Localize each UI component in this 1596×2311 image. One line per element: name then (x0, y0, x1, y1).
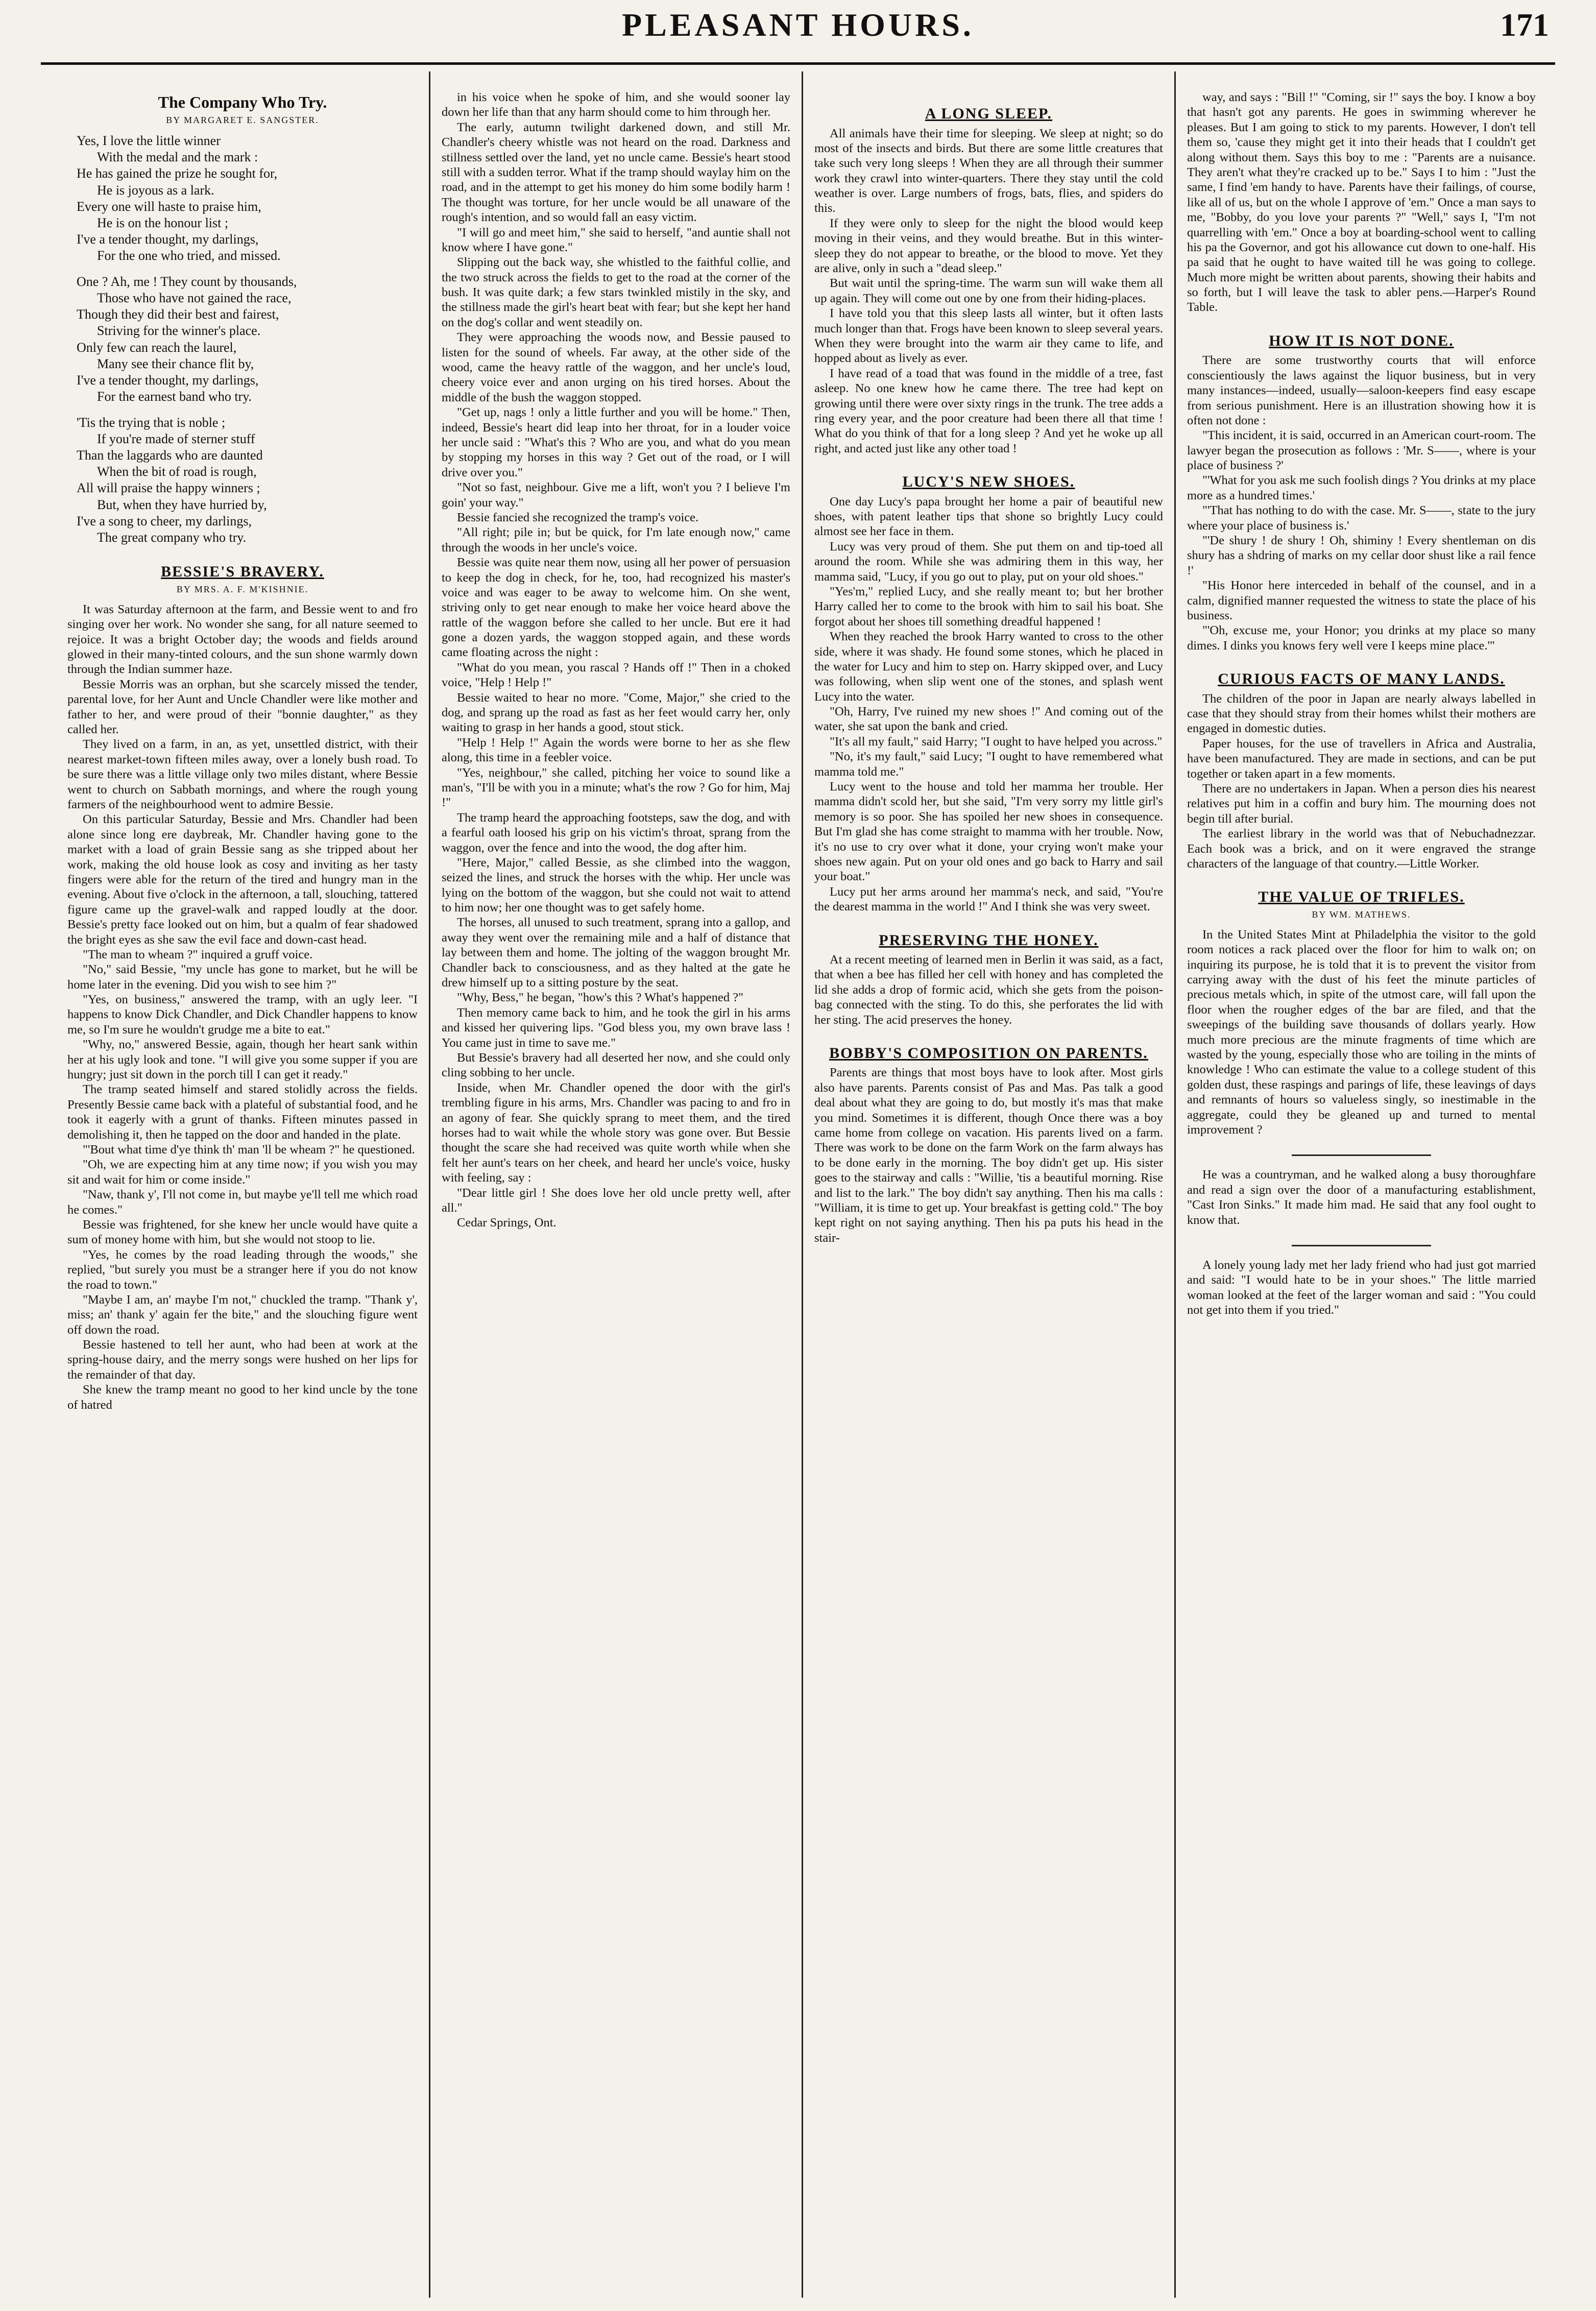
paragraph: Bessie waited to hear no more. "Come, Major," she cried to the dog, and sprang up the road as fast as her feet would carry her, only waiting to grasp in her hands a good, stout stick. (442, 690, 790, 735)
paragraph: "'That has nothing to do with the case. Mr. S——, state to the jury where your place of business is.' (1187, 503, 1536, 533)
poem-line: Than the laggards who are daunted (77, 448, 263, 463)
paragraph: Parents are things that most boys have to look after. Most girls also have parents. Parents consist of Pas and Mas. Pas talk a good deal about what they are going to do, but mostly it's mas that make you mind. Sometimes it is different, though Once there was a boy came home from college on vacation. His parents lived on a farm. There was work to be done on the farm Work on the farm always has to be done early in the morning. The boy didn't get up. His sister goes to the stairway and calls : "Willie, 'tis a beautiful morning. Rise and list to the lark." The boy didn't say anything. Then his ma calls : "William, it is time to get up. Your breakfast is getting cold." The boy kept right on not saying anything. Then his pa puts his head in the stair- (814, 1066, 1163, 1245)
paragraph: "No," said Bessie, "my uncle has gone to market, but he will be home later in the evening. Did you wish to see him ?" (67, 962, 418, 992)
bobby-body-part-2 (1187, 90, 1536, 315)
paragraph: Cedar Springs, Ont. (457, 1216, 557, 1230)
poem-line: One ? Ah, me ! They count by thousands, (77, 274, 297, 289)
paragraph: Then memory came back to him, and he took the girl in his arms and kissed her quivering lips. "God bless you, my own brave lass ! You came just in time to save me." (442, 1005, 790, 1050)
shoes-title: LUCY'S NEW SHOES. (902, 473, 1075, 491)
paragraph: Lucy went to the house and told her mamma her trouble. Her mamma didn't scold her, but she said, "I'm very sorry my little girl's memory is so poor. She has spoiled her new shoes in consequence. But I'm glad she has come straight to mamma with her trouble. Now, it's no use to cry over what it done, your crying won't make your shoes new again. Put on your old ones and go back to Harry and sail your boat." (814, 780, 1163, 884)
paragraph: I have told you that this sleep lasts all winter, but it often lasts much longer than that. Frogs have been known to sleep several years. When they were brought into the warm air they came to life, and hopped about as lively as ever. (814, 306, 1163, 366)
paragraph: There are some trustworthy courts that will enforce conscientiously the laws against the liquor business, but in very many instances—indeed, usually—saloon-keepers find easy escape from serious punishment. Here is an illustration showing how it is often not done : (1187, 353, 1536, 427)
paragraph: "Naw, thank y', I'll not come in, but maybe ye'll tell me which road he comes." (67, 1188, 418, 1217)
paragraph: "The man to wheam ?" inquired a gruff voice. (83, 947, 313, 961)
paragraph: "Not so fast, neighbour. Give me a lift, won't you ? I believe I'm goin' your way." (442, 480, 790, 510)
masthead-title: PLEASANT HOURS. (622, 7, 974, 43)
paragraph: I have read of a toad that was found in the middle of a tree, fast asleep. No one knew how he came there. The tree had kept on growing until there were over sixty rings in the trunk. The tree adds a ring every year, and the poor creature had been there all that time ! What do you think of that for a long sleep ? And yet he woke up all right, and acted just like any other toad ! (814, 366, 1163, 455)
paragraph: The tramp heard the approaching footsteps, saw the dog, and with a fearful oath loosed his grip on his victim's throat, sprang from the waggon, over the fence and into the wood, the dog after him. (442, 810, 790, 855)
bessie-article (67, 563, 418, 1412)
column-1 (56, 71, 429, 2298)
poem-line: He is joyous as a lark. (97, 182, 214, 198)
poem-line: But, when they have hurried by, (97, 497, 267, 512)
poem-line: With the medal and the mark : (97, 150, 258, 165)
poem-line: I've a tender thought, my darlings, (77, 232, 259, 247)
poem-line: Every one will haste to praise him, (77, 199, 261, 214)
paragraph: The earliest library in the world was that of Nebuchadnezzar. Each book was a brick, and on it were engraved the strange characters of the language of that country.—Little Worker. (1187, 827, 1536, 871)
column-3 (802, 71, 1174, 2298)
column-4 (1174, 71, 1547, 2298)
paragraph: She knew the tramp meant no good to her kind uncle by the tone of hatred (67, 1383, 418, 1412)
paragraph: "Oh, Harry, I've ruined my new shoes !" And coming out of the water, she sat upon the bank and cried. (814, 705, 1163, 734)
poem-line: The great company who try. (97, 530, 247, 545)
trifles-body (1187, 927, 1536, 1137)
paragraph: The early, autumn twilight darkened down, and still Mr. Chandler's cheery whistle was not heard on the road. Darkness and stillness settled over the land, yet no uncle came. Bessie's heart stood still with a sudden terror. What if the tramp should waylay him on the road, and in the attempt to get his money do him some bodily harm ! The thought was torture, for her uncle would be all unaware of the rough's intention, and so would fall an easy victim. (442, 120, 790, 225)
paragraph: Bessie was frightened, for she knew her uncle would have quite a sum of money home with him, but she would not stoop to lie. (67, 1217, 418, 1247)
paragraph: Paper houses, for the use of travellers in Africa and Australia, have been manufactured. They are made in sections, and can be put together or taken apart in a few moments. (1187, 736, 1536, 781)
curious-article (1187, 670, 1536, 871)
poem-line: Yes, I love the little winner (77, 133, 221, 148)
paragraph: "What do you mean, you rascal ? Hands off !" Then in a choked voice, "Help ! Help !" (442, 660, 790, 690)
paragraph: "Yes, neighbour," she called, pitching her voice to sound like a man's, "I'll be with you in a minute; what's the row ? Go for him, Maj !" (442, 765, 790, 810)
paragraph: "'Bout what time d'ye think th' man 'll be wheam ?" he questioned. (83, 1142, 415, 1157)
paragraph: All animals have their time for sleeping. We sleep at night; so do most of the insects and birds. But there are some little creatures that take such very long sleeps ! When they are all through their summer work they crawl into winter-quarters. There they stay until the cold weather is over. Large numbers of frogs, bats, flies, and spiders do this. (814, 126, 1163, 215)
bessie-byline: BY MRS. A. F. M'KISHNIE. (176, 584, 309, 594)
paragraph: One day Lucy's papa brought her home a pair of beautiful new shoes, with patent leather tips that shone so brightly Lucy could almost see her face in them. (814, 494, 1163, 539)
bobby-body-part-1 (814, 1065, 1163, 1245)
poem-body (77, 133, 418, 546)
poem-line: For the earnest band who try. (97, 389, 252, 404)
columns (56, 71, 1547, 2298)
paragraph: Bessie Morris was an orphan, but she scarcely missed the tender, parental love, for her Aunt and Uncle Chandler were like mother and father to her, and were proud of their "bonnie daughter," as they called her. (67, 677, 418, 737)
paragraph: in his voice when he spoke of him, and she would sooner lay down her life than that any harm should come to him through her. (442, 90, 790, 119)
paragraph: "It's all my fault," said Harry; "I ought to have helped you across." (830, 734, 1163, 749)
lady-body (1187, 1258, 1536, 1318)
bessie-article-continued (442, 90, 790, 1231)
bessie-title: BESSIE'S BRAVERY. (161, 563, 324, 581)
paragraph: "Get up, nags ! only a little further and you will be home." Then, indeed, Bessie's heart did leap into her throat, for in a louder voice her uncle said : "What's this ? Who are you, and what do you mean by stopping my horses in this way ? Get out of the road, or I will drive over you." (442, 405, 790, 479)
paragraph: way, and says : "Bill !" "Coming, sir !" says the boy. I know a boy that hasn't got any parents. He goes in swimming wherever he pleases. But I am going to stick to my parents. However, I don't tell them so, 'cause they might get it into their heads that I couldn't get along without them. Says this boy to me : "Parents are a nuisance. They aren't what they're cracked up to be." Says I to him : "Just the same, I find 'em handy to have. Parents have their failings, of course, like all of us, but on the whole I approve of 'em." Once a man says to me, "Bobby, do you love your parents ?" "Well," says I, "I'm not quarrelling with 'em." Once a boy at boarding-school went to calling his pa the Governor, and got his allowance cut down to one-half. His pa said that he ought to have waited till he was going to college. Much more might be written about parents, showing their habits and so forth, but I will leave the task to abler pens.—Harper's Round Table. (1187, 90, 1536, 315)
bobby-article-continued (1187, 90, 1536, 315)
countryman-item (1187, 1167, 1536, 1227)
poem-title: The Company Who Try. (158, 93, 327, 111)
honey-body (814, 952, 1163, 1027)
trifles-byline: BY WM. MATHEWS. (1312, 909, 1411, 920)
paragraph: "Oh, we are expecting him at any time now; if you wish you may sit and wait for him or come inside." (67, 1158, 418, 1187)
sleep-title: A LONG SLEEP. (925, 105, 1053, 122)
poem-line: For the one who tried, and missed. (97, 248, 281, 263)
shoes-body (814, 494, 1163, 914)
paragraph: "'Oh, excuse me, your Honor; you drinks at my place so many dimes. I dinks you knows fery well vere I keeps mine place.'" (1187, 623, 1536, 653)
poem-line: Striving for the winner's place. (97, 323, 261, 339)
paragraph: The tramp seated himself and stared stolidly across the fields. Presently Bessie came back with a plateful of substantial food, and he took it eagerly with a grunt of thanks. Fifteen minutes passed in demolishing it, then he tapped on the door and handed in the plate. (67, 1082, 418, 1142)
page-number: 171 (1500, 7, 1549, 43)
poem-line: I've a song to cheer, my darlings, (77, 513, 252, 528)
bobby-title: BOBBY'S COMPOSITION ON PARENTS. (829, 1044, 1148, 1062)
poem-line: Many see their chance flit by, (97, 356, 254, 371)
paragraph: The children of the poor in Japan are nearly always labelled in case that they should stray from their homes whilst their mothers are engaged in domestic duties. (1187, 691, 1536, 736)
paragraph: He was a countryman, and he walked along a busy thoroughfare and read a sign over the door of a manufacturing establishment, "Cast Iron Sinks." It made him mad. He said that any fool ought to know that. (1187, 1168, 1536, 1227)
paragraph: Bessie fancied she recognized the tramp's voice. (457, 510, 699, 524)
paragraph: Inside, when Mr. Chandler opened the door with the girl's trembling figure in his arms, Mrs. Chandler was pacing to and fro in an agony of fear. She quickly sprang to meet them, and the tired horses had to wait while the whole story was gone over. But Bessie thought the scare she had received was quite worth while when she felt her aunt's tears on her cheek, and heard her uncle's voice, husky with feeling, say : (442, 1080, 790, 1185)
poem-line: He has gained the prize he sought for, (77, 166, 278, 181)
poem-line: When the bit of road is rough, (97, 464, 257, 479)
poem-stanza (77, 133, 418, 264)
paragraph: On this particular Saturday, Bessie and Mrs. Chandler had been alone since long ere daybreak, Mr. Chandler having gone to the market with a load of grain Bessie sang as she tripped about her work, making the old house look as cosy and inviting as her tasty fingers were able for the return of the tired and hungry man in the evening. About five o'clock in the afternoon, a tall, slouching, tattered figure came up the gravel-walk and rapped loudly at the door. Bessie's pretty face looked out on him, but a qualm of fear shadowed the bright eyes as she saw the evil face and down-cast head. (67, 812, 418, 947)
paragraph: But Bessie's bravery had all deserted her now, and she could only cling sobbing to her uncle. (442, 1051, 790, 1080)
paragraph: Lucy put her arms around her mamma's neck, and said, "You're the dearest mamma in the world !" And I think she was very sweet. (814, 884, 1163, 914)
notdone-title: HOW IT IS NOT DONE. (1269, 332, 1454, 349)
trifles-title: THE VALUE OF TRIFLES. (1258, 888, 1465, 906)
paragraph: But wait until the spring-time. The warm sun will wake them all up again. They will come out one by one from their hiding-places. (814, 276, 1163, 305)
curious-title: CURIOUS FACTS OF MANY LANDS. (1218, 670, 1505, 688)
bessie-body-part-2 (442, 90, 790, 1231)
paragraph: Lucy was very proud of them. She put them on and tip-toed all around the room. While she was admiring them in this way, her mamma said, "Lucy, if you go out to play, put on your old shoes." (814, 539, 1163, 584)
poem-article (67, 93, 418, 546)
paragraph: "I will go and meet him," she said to herself, "and auntie shall not know where I have gone." (442, 225, 790, 254)
paragraph: "His Honor here interceded in behalf of the counsel, and in a calm, dignified manner requested the witness to state the place of his business. (1187, 579, 1536, 622)
paragraph: "Yes, he comes by the road leading through the woods," she replied, "but surely you must be a stranger here if you do not know the road to town." (67, 1247, 418, 1292)
paragraph: "Why, no," answered Bessie, again, though her heart sank within her at his ugly look and tone. "I will give you some supper if you are hungry; just sit down in the porch till I can get it ready." (67, 1038, 418, 1082)
poem-byline: BY MARGARET E. SANGSTER. (166, 114, 319, 125)
poem-line: He is on the honour list ; (97, 215, 229, 230)
bobby-article (814, 1045, 1163, 1245)
section-separator (1292, 1245, 1431, 1246)
trifles-article (1187, 888, 1536, 1137)
paragraph: A lonely young lady met her lady friend who had just got married and said: "I would hate to be in your shoes." The little married woman looked at the feet of the larger woman and said : "You could not get into them if you tried." (1187, 1258, 1536, 1317)
poem-stanza (77, 415, 418, 546)
paragraph: "Yes'm," replied Lucy, and she really meant to; but her brother Harry called her to come to the brook with him to sail his boat. She forgot about her shoes till something dreadful happened ! (814, 584, 1163, 629)
honey-article (814, 932, 1163, 1027)
paragraph: They were approaching the woods now, and Bessie paused to listen for the sound of wheels. Far away, at the other side of the wood, came the heavy rattle of the waggon, and her uncle's loud, cheery voice ever and anon urging on his tired horses. About the middle of the bush the waggon stopped. (442, 330, 790, 404)
paragraph: "All right; pile in; but be quick, for I'm late enough now," came through the woods in her uncle's voice. (442, 525, 790, 555)
paragraph: "Yes, on business," answered the tramp, with an ugly leer. "I happens to know Dick Chandler, and Dick Chandler happens to know me, so I'm sure he wouldn't grudge me a bite to eat." (67, 993, 418, 1037)
paragraph: "Why, Bess," he began, "how's this ? What's happened ?" (457, 991, 744, 1005)
poem-line: Only few can reach the laurel, (77, 340, 237, 355)
curious-body (1187, 691, 1536, 872)
column-2 (429, 71, 802, 2298)
poem-line: I've a tender thought, my darlings, (77, 373, 259, 388)
poem-line: Though they did their best and fairest, (77, 307, 279, 322)
paragraph: The horses, all unused to such treatment, sprang into a gallop, and away they went over the remaining mile and a half of distance that lay between them and home. The jolting of the waggon brought Mr. Chandler back to consciousness, and as they halted at the gate he drew himself up to a sitting posture by the seat. (442, 916, 790, 990)
masthead-rule (41, 62, 1555, 65)
paragraph: Bessie was quite near them now, using all her power of persuasion to keep the dog in check, for he, too, had recognized his master's voice and was eager to be away to welcome him. On she went, striving only to get near enough to make her voice heard above the rattle of the waggon before she called to her uncle. But ere it had gone a dozen yards, the waggon stopped again, and these words came floating across the night : (442, 556, 790, 660)
paragraph: In the United States Mint at Philadelphia the visitor to the gold room notices a rack placed over the floor for him to walk on; on inquiring its purpose, he is told that it is to prevent the visitor from carrying away with the dust of his feet the minute particles of precious metals which, in spite of the utmost care, will fall upon the floor when the rougher edges of the bar are filed, and that the sweepings of the building save thousands of dollars yearly. How much more precious are the minute fragments of time which are wasted by the young, especially those who are toiling in the mints of knowledge ! Who can estimate the value to a college student of this golden dust, these raspings and parings of life, these leavings of days and remnants of hours so valueless singly, so inestimable in the aggregate, could they be gleaned up and turned to mental improvement ? (1187, 927, 1536, 1137)
paragraph: "This incident, it is said, occurred in an American court-room. The lawyer began the prosecution as follows : 'Mr. S——, where is your place of business ?' (1187, 428, 1536, 473)
bessie-body-part-1 (67, 602, 418, 1412)
paragraph: There are no undertakers in Japan. When a person dies his nearest relatives put him in a coffin and bury him. The mourning does not begin till after burial. (1187, 782, 1536, 826)
masthead (41, 0, 1555, 71)
paragraph: When they reached the brook Harry wanted to cross to the other side, where it was shady. He found some stones, which he placed in the water for Lucy and him to step on. Harry skipped over, and Lucy was following, when slip went one of the stones, and splash went Lucy into the water. (814, 630, 1163, 704)
paragraph: They lived on a farm, in an, as yet, unsettled district, with their nearest market-town fifteen miles away, over a lonely bush road. To be sure there was a little village only two miles distant, where Bessie went to church on Sabbath mornings, and where the rough young farmers of the neighbourhood went to admire Bessie. (67, 737, 418, 811)
poem-stanza (77, 274, 418, 405)
paragraph: "Help ! Help !" Again the words were borne to her as she flew along, this time in a feebler voice. (442, 735, 790, 765)
paragraph: "Dear little girl ! She does love her old uncle pretty well, after all." (442, 1186, 790, 1215)
sleep-body (814, 126, 1163, 456)
countryman-body (1187, 1167, 1536, 1227)
paragraph: Slipping out the back way, she whistled to the faithful collie, and the two struck across the fields to get to the road at the corner of the bush. It was quite dark; a few stars twinkled mistily in the sky, and the stillness made the girl's heart beat with fear; but she kept her hand on the dog's collar and went steadily on. (442, 255, 790, 329)
paragraph: "'De shury ! de shury ! Oh, shiminy ! Every shentleman on dis shury has a shdring of marks on my cellar door shust like a rail fence !' (1187, 534, 1536, 577)
poem-line: Those who have not gained the race, (97, 290, 292, 305)
shoes-article (814, 473, 1163, 914)
paragraph: If they were only to sleep for the night the blood would keep moving in their veins, and they would breathe. But in this winter-sleep they do not appear to breathe, or the blood to move. Yet they are alive, only in such a "dead sleep." (814, 216, 1163, 276)
notdone-body (1187, 353, 1536, 653)
paragraph: Bessie hastened to tell her aunt, who had been at work at the spring-house dairy, and the merry songs were hushed on her lips for the remainder of that day. (67, 1338, 418, 1382)
paragraph: "No, it's my fault," said Lucy; "I ought to have remembered what mamma told me." (814, 750, 1163, 779)
poem-line: 'Tis the trying that is noble ; (77, 415, 226, 430)
sleep-article (814, 105, 1163, 456)
paragraph: It was Saturday afternoon at the farm, and Bessie went to and fro singing over her work. No wonder she sang, for all nature seemed to rejoice. It was a bright October day; the woods and fields around glowed in their many-tinted colours, and the sun shone warmly down through the Indian summer haze. (67, 602, 418, 677)
paragraph: At a recent meeting of learned men in Berlin it was said, as a fact, that when a bee has filled her cell with honey and has completed the lid she adds a drop of formic acid, which she gets from the poison-bag connected with the sting. To do this, she perforates the lid with her sting. The acid preserves the honey. (814, 953, 1163, 1027)
poem-line: If you're made of sterner stuff (97, 431, 255, 446)
lady-item (1187, 1258, 1536, 1318)
section-separator (1292, 1154, 1431, 1156)
paragraph: "'What for you ask me such foolish dings ? You drinks at my place more as a hundred times.' (1187, 473, 1536, 502)
notdone-article (1187, 332, 1536, 653)
honey-title: PRESERVING THE HONEY. (879, 931, 1099, 949)
poem-line: All will praise the happy winners ; (77, 480, 260, 496)
paragraph: "Maybe I am, an' maybe I'm not," chuckled the tramp. "Thank y', miss; an' thank y' again fer the bite," and the slouching figure went off down the road. (67, 1292, 418, 1337)
paragraph: "Here, Major," called Bessie, as she climbed into the waggon, seized the lines, and struck the horses with the whip. Her uncle was lying on the bottom of the waggon, but she could not wait to attend to him now; her one thought was to get safely home. (442, 855, 790, 915)
